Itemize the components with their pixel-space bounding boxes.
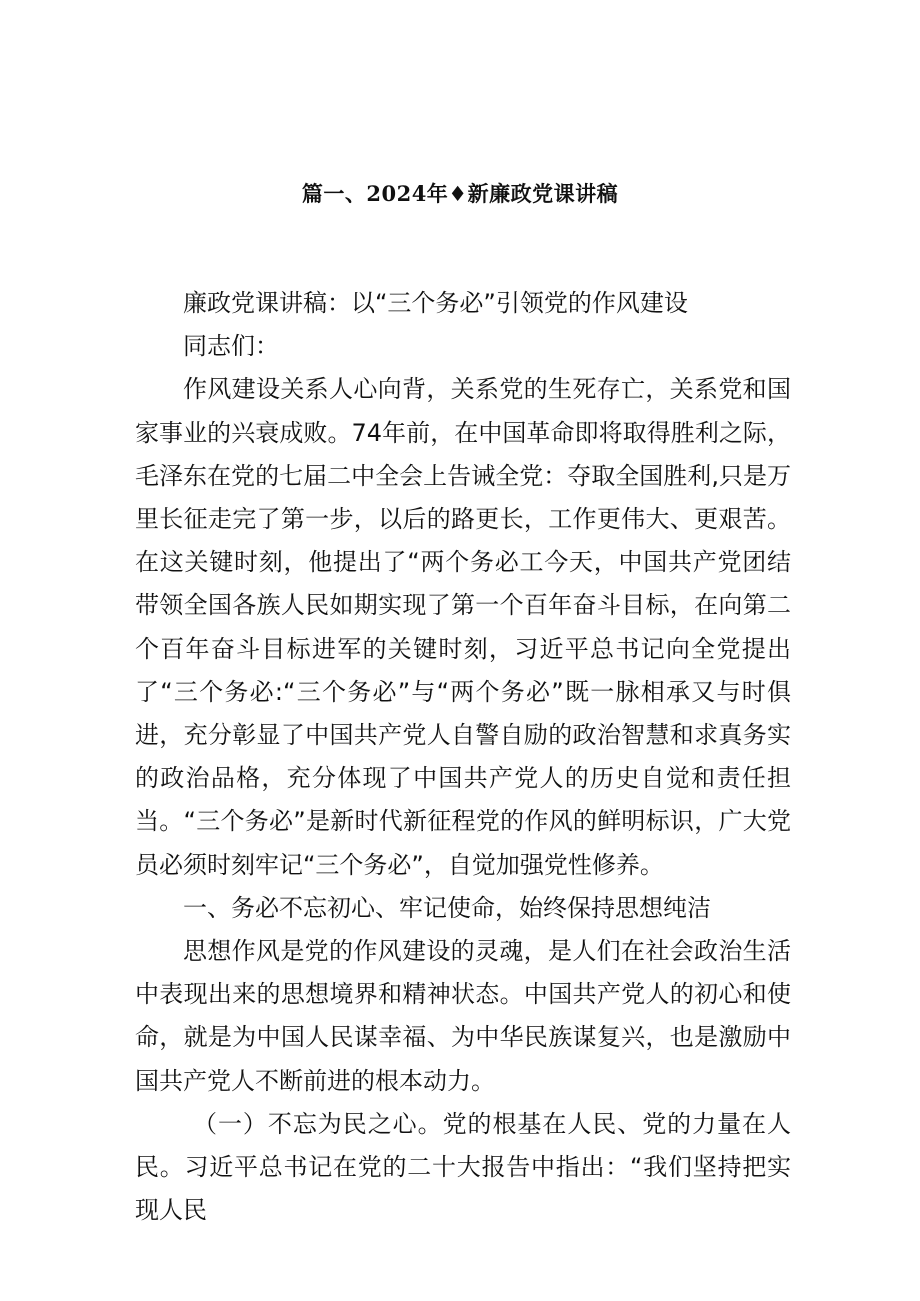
document-title: 篇一、2024年♦新廉政党课讲稿	[301, 181, 619, 206]
salutation: 同志们：	[183, 332, 279, 361]
body-paragraph: 思想作风是党的作风建设的灵魂，是人们在社会政治生活中表现出来的思想境界和精神状态。中国共产党人的初心和使命，就是为中国人民谋幸福、为中华民族谋复兴，也是激励中国共产党人不断前进的根本动力。	[135, 937, 791, 1095]
subsection-paragraph: （一）不忘为民之心。党的根基在人民、党的力量在人民。习近平总书记在党的二十大报告中指出：“我们坚持把实现人民	[135, 1109, 791, 1225]
document-body	[135, 282, 791, 1232]
lecture-heading: 廉政党课讲稿：以“三个务必”引领党的作风建设	[183, 289, 688, 317]
body-paragraph: 作风建设关系人心向背，关系党的生死存亡，关系党和国家事业的兴衰成败。74年前，在中国革命即将取得胜利之际，毛泽东在党的七届二中全会上告诫全党：夺取全国胜利,只是万里长征走完了第一步，以后的路更长，工作更伟大、更艰苦。在这关键时刻，他提出了“两个务必工今天，中国共产党团结带领全国各族人民如期实现了第一个百年奋斗目标，在向第二个百年奋斗目标进军的关键时刻，习近平总书记向全党提出了“三个务必:“三个务必”与“两个务必”既一脉相承又与时俱进，充分彰显了中国共产党人自警自励的政治智慧和求真务实的政治品格，充分体现了中国共产党人的历史自觉和责任担当。“三个务必”是新时代新征程党的作风的鲜明标识，广大党员必须时刻牢记“三个务必”，自觉加强党性修养。	[135, 375, 791, 879]
section-heading: 一、务必不忘初心、牢记使命，始终保持思想纯洁	[183, 893, 711, 922]
